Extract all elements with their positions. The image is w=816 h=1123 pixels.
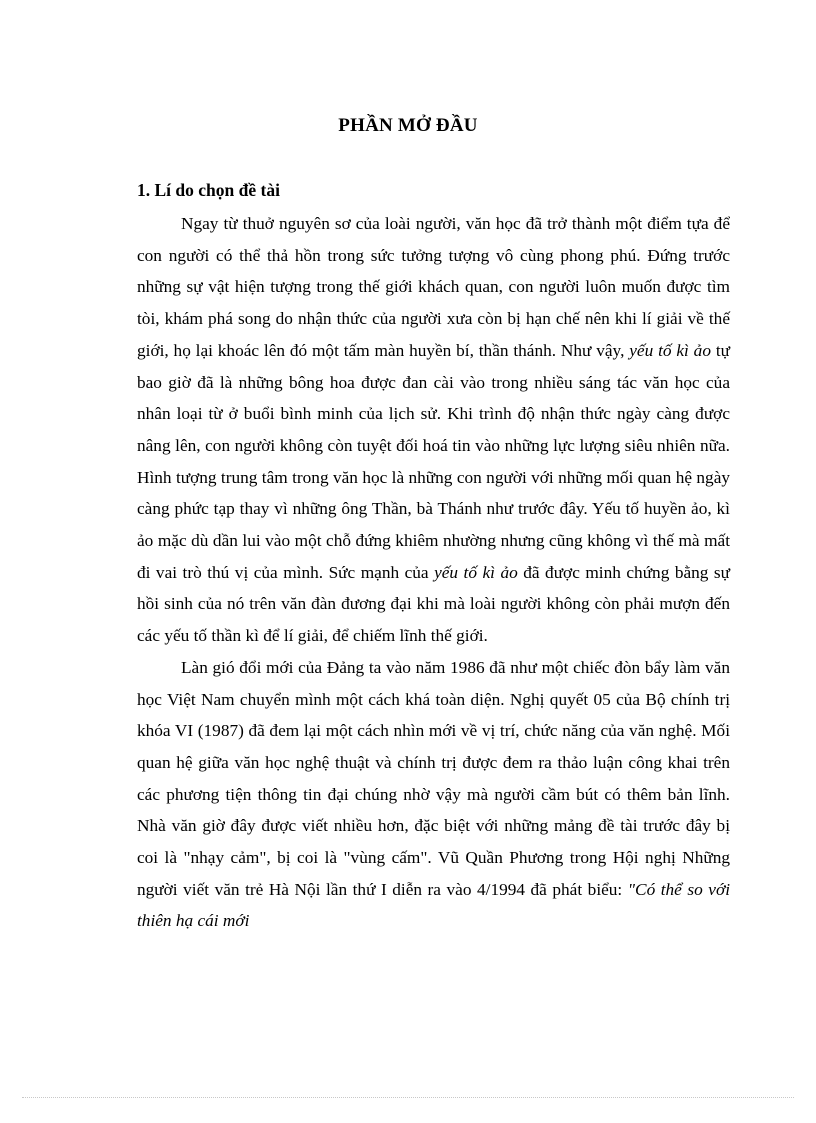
page-title: PHẦN MỞ ĐẦU [338,115,478,136]
paragraph-2 [137,652,730,937]
body-text [137,208,730,937]
paragraph-1-part-1: Ngay từ thuở nguyên sơ của loài người, văn học đã trở thành một điểm tựa để con người có thể thả hồn trong sức tưởng tượng vô cùng phong phú. Đứng trước những sự vật hiện tượng trong thế giới khách quan, con người luôn muốn được tìm tòi, khám phá song do nhận thức của người xưa còn bị hạn chế nên khi lí giải về thế giới, họ lại khoác lên đó một tấm màn huyền bí, thần thánh. Như vậy, [137,214,730,360]
paragraph-2-emphasis-1: "Có thể so với thiên hạ cái mới [137,879,730,931]
paragraph-1-part-3: đã được minh chứng bằng sự hồi sinh của nó trên văn đàn đương đại khi mà loài người không còn phải mượn đến các yếu tố thần kì để lí giải, để chiếm lĩnh thế giới. [137,562,731,646]
paragraph-1-part-2: tự bao giờ đã là những bông hoa được đan cài vào trong nhiều sáng tác văn học của nhân loại từ ở buổi bình minh của lịch sử. Khi trình độ nhận thức ngày càng được nâng lên, con người không còn tuyệt đối hoá tin vào những lực lượng siêu nhiên nữa. Hình tượng trung tâm trong văn học là những con người với những mối quan hệ ngày càng phức tạp thay vì những ông Thần, bà Thánh như trước đây. Yếu tố huyền ảo, kì ảo mặc dù dần lui vào một chỗ đứng khiêm nhường nhưng cũng không vì thế mà mất đi vai trò thú vị của mình. Sức mạnh của [137,340,730,582]
paragraph-2-part-1: Làn gió đổi mới của Đảng ta vào năm 1986 đã như một chiếc đòn bẩy làm văn học Việt Nam chuyển mình một cách khá toàn diện. Nghị quyết 05 của Bộ chính trị khóa VI (1987) đã đem lại một cách nhìn mới về vị trí, chức năng của văn nghệ. Mối quan hệ giữa văn học nghệ thuật và chính trị được đem ra thảo luận công khai trên các phương tiện thông tin đại chúng nhờ vậy mà người cầm bút có thêm bản lĩnh. Nhà văn giờ đây được viết nhiều hơn, đặc biệt với những mảng đề tài trước đây bị coi là "nhạy cảm", bị coi là "vùng cấm". Vũ Quần Phương trong Hội nghị Những người viết văn trẻ Hà Nội lần thứ I diễn ra vào 4/1994 đã phát biểu: [137,657,730,899]
paragraph-1-emphasis-2: yếu tố kì ảo [434,562,518,582]
paragraph-1 [137,208,730,652]
paragraph-1-emphasis-1: yếu tố kì ảo [629,340,711,360]
page-bottom-divider [22,1097,794,1098]
section-heading: 1. Lí do chọn đề tài [137,180,280,200]
